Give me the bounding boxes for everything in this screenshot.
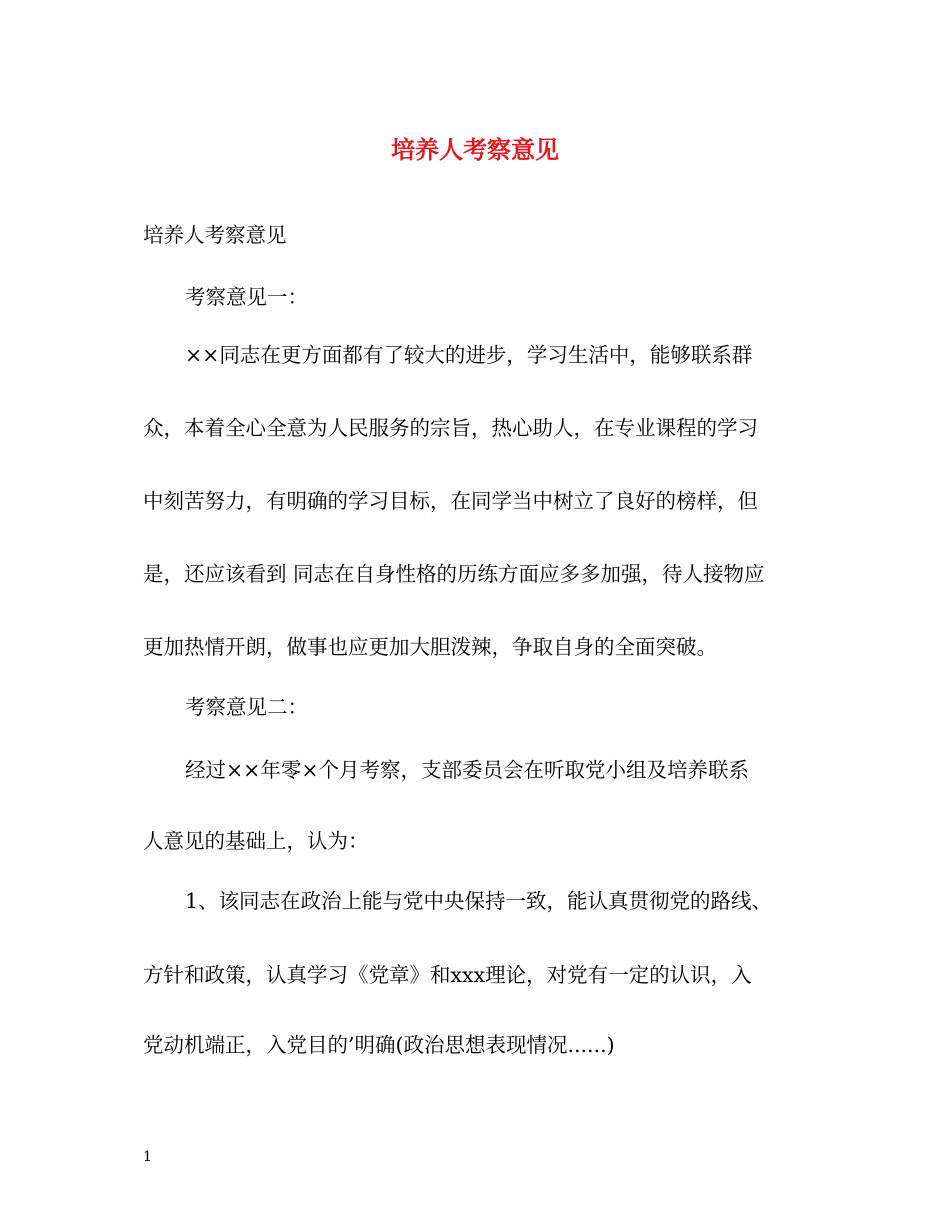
section-1-line-3: 中刻苦努力，有明确的学习目标，在同学当中树立了良好的榜样，但 <box>143 489 758 513</box>
page-number: 1 <box>143 1149 152 1165</box>
section-2-line-3: 1、该同志在政治上能与党中央保持一致，能认真贯彻党的路线、 <box>185 889 773 913</box>
section-2-line-1: 经过××年零×个月考察，支部委员会在听取党小组及培养联系 <box>185 758 750 782</box>
section-1-line-2: 众，本着全心全意为人民服务的宗旨，热心助人，在专业课程的学习 <box>143 416 758 440</box>
section-2-line-2: 人意见的基础上，认为： <box>143 829 369 853</box>
section-1-line-1: ××同志在更方面都有了较大的进步，学习生活中，能够联系群 <box>185 343 753 367</box>
section-1-line-4: 是，还应该看到 同志在自身性格的历练方面应多多加强，待人接物应 <box>143 562 765 586</box>
section-1-line-5: 更加热情开朗，做事也应更加大胆泼辣，争取自身的全面突破。 <box>143 635 717 659</box>
section-1-heading: 考察意见一： <box>185 285 308 309</box>
document-subtitle: 培养人考察意见 <box>143 223 287 247</box>
section-2-heading: 考察意见二： <box>185 695 308 719</box>
section-2-line-5: 党动机端正，入党目的’明确(政治思想表现情况......) <box>143 1033 615 1057</box>
document-title: 培养人考察意见 <box>391 135 559 164</box>
section-2-line-4: 方针和政策，认真学习《党章》和xxx理论，对党有一定的认识，入 <box>143 963 752 987</box>
